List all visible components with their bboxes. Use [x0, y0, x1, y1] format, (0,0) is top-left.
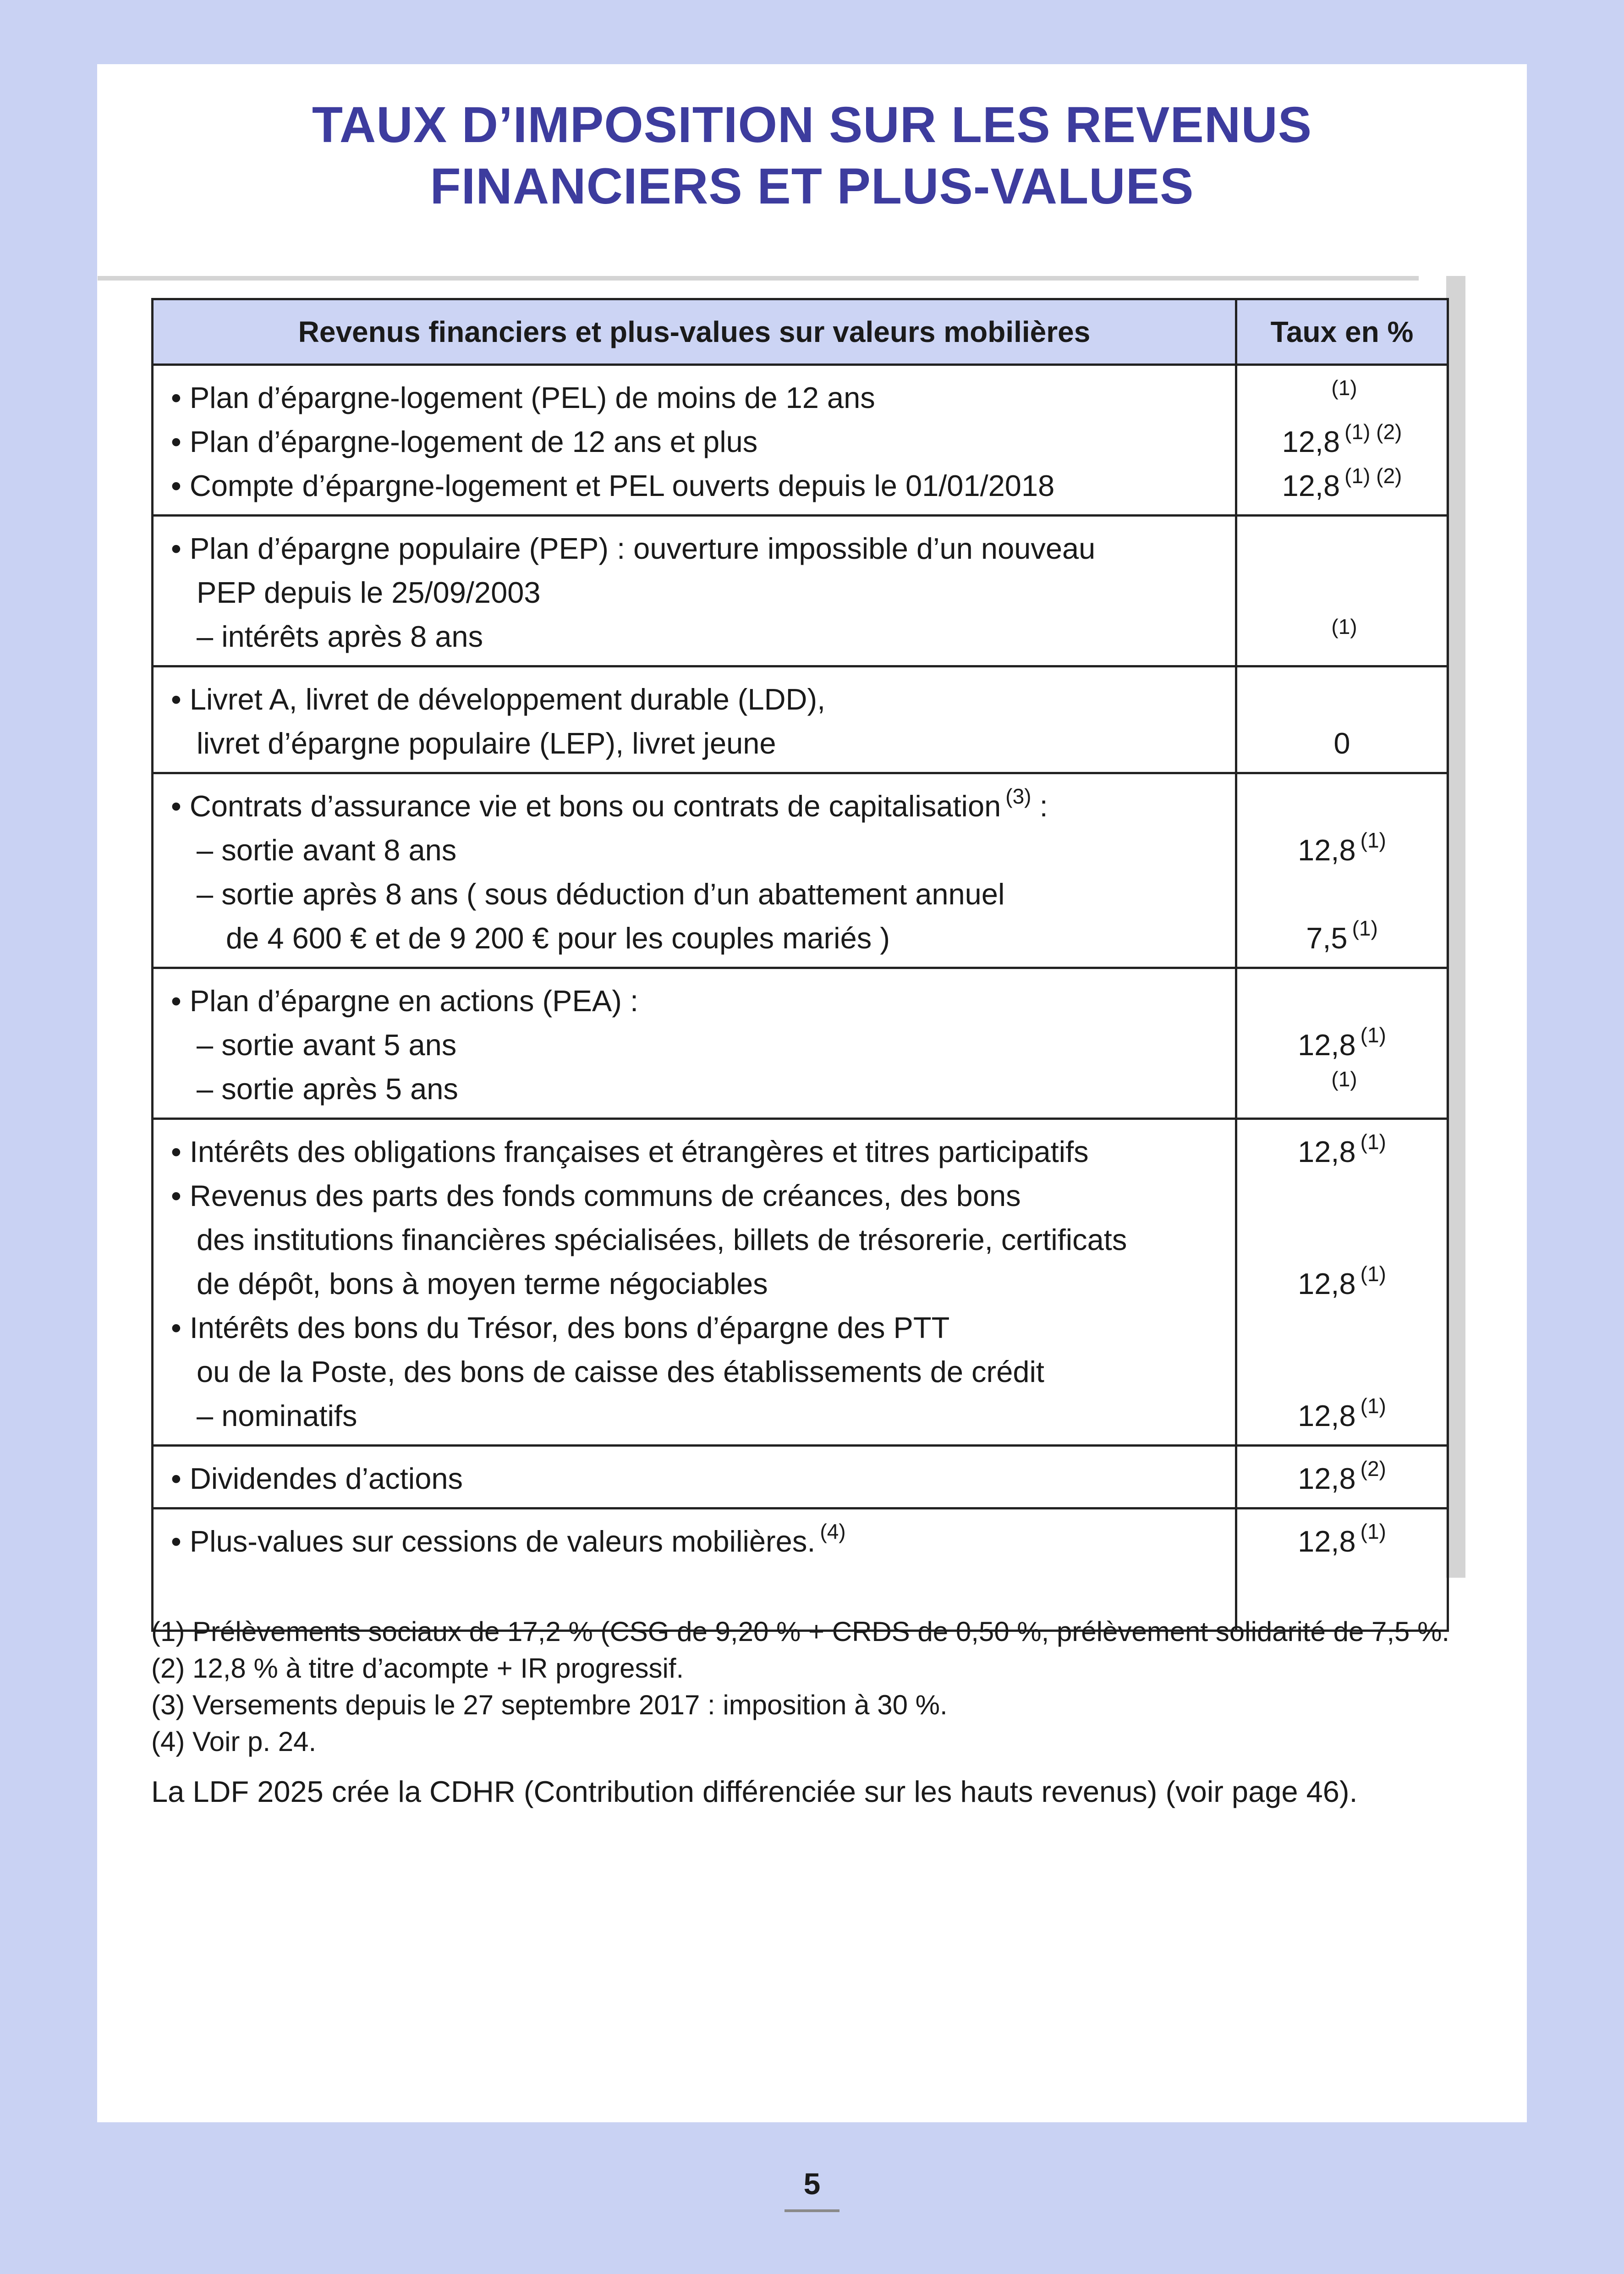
row-text: • Dividendes d’actions	[171, 1462, 463, 1495]
footnote-ref: (1) (2)	[1344, 420, 1402, 444]
footnote-ref: (1) (2)	[1344, 464, 1402, 488]
row-rate	[1236, 666, 1448, 773]
row-text: ou de la Poste, des bons de caisse des établissements de crédit	[197, 1355, 1044, 1388]
row-text: – intérêts après 8 ans	[197, 620, 483, 653]
row-text: • Plus-values sur cessions de valeurs mobilières.	[171, 1525, 816, 1558]
row-rate	[1236, 1446, 1448, 1509]
row-text: des institutions financières spécialisées, billets de trésorerie, certificats	[197, 1223, 1127, 1256]
row-text: de dépôt, bons à moyen terme négociables	[197, 1267, 768, 1300]
footnote-ref: (1)	[1331, 615, 1357, 639]
ldf-note: La LDF 2025 crée la CDHR (Contribution différenciée sur les hauts revenus) (voir page 46).	[151, 1775, 1358, 1808]
page-number-underline	[785, 2209, 839, 2212]
row-text: • Plan d’épargne en actions (PEA) :	[171, 984, 639, 1018]
row-rate	[1236, 968, 1448, 1119]
table-row	[153, 773, 1448, 968]
footnote-ref: (4)	[820, 1520, 846, 1543]
rate-value: 12,8	[1298, 1462, 1356, 1495]
table-row	[153, 968, 1448, 1119]
row-description	[153, 365, 1236, 516]
footnote-1: (1) Prélèvements sociaux de 17,2 % (CSG de 9,20 % + CRDS de 0,50 %, prélèvement solidarité de 7,5 %.	[151, 1616, 1450, 1647]
page-number: 5	[803, 2167, 821, 2201]
row-text: – nominatifs	[197, 1399, 357, 1432]
rate-value: 0	[1333, 727, 1350, 760]
page-sheet	[97, 64, 1527, 2122]
footnote-ref: (1)	[1360, 1520, 1386, 1543]
row-text: – sortie avant 5 ans	[197, 1028, 457, 1062]
rate-value: 12,8	[1298, 1525, 1356, 1558]
rate-value: 12,8	[1298, 1267, 1356, 1300]
row-text: • Intérêts des obligations françaises et étrangères et titres participatifs	[171, 1135, 1089, 1168]
title-line-2: FINANCIERS ET PLUS-VALUES	[430, 158, 1194, 215]
footnote-ref: (1)	[1360, 1023, 1386, 1047]
tax-rates-table	[151, 298, 1449, 1632]
title-line-1: TAUX D’IMPOSITION SUR LES REVENUS	[312, 97, 1312, 153]
table-row	[153, 1446, 1448, 1509]
row-text: • Compte d’épargne-logement et PEL ouverts depuis le 01/01/2018	[171, 469, 1055, 502]
row-text: • Livret A, livret de développement durable (LDD),	[171, 683, 826, 716]
row-description	[153, 1509, 1236, 1631]
row-description	[153, 666, 1236, 773]
row-text: :	[1031, 789, 1048, 823]
rate-value: 12,8	[1282, 425, 1340, 458]
table-row	[153, 365, 1448, 516]
row-text: PEP depuis le 25/09/2003	[197, 576, 541, 609]
footnotes	[151, 1613, 1526, 1812]
footnote-ref: (1)	[1360, 1262, 1386, 1286]
table-row	[153, 1509, 1448, 1631]
table-row	[153, 666, 1448, 773]
row-description	[153, 516, 1236, 666]
row-text: • Plan d’épargne-logement de 12 ans et plus	[171, 425, 758, 458]
row-description	[153, 1446, 1236, 1509]
header-rate: Taux en %	[1236, 299, 1448, 365]
row-description	[153, 773, 1236, 968]
footnote-ref: (2)	[1360, 1457, 1386, 1481]
row-text: • Contrats d’assurance vie et bons ou contrats de capitalisation	[171, 789, 1001, 823]
row-rate	[1236, 516, 1448, 666]
footnote-ref: (1)	[1360, 1394, 1386, 1418]
footnote-ref: (1)	[1331, 376, 1357, 400]
footnote-4: (4) Voir p. 24.	[151, 1726, 317, 1757]
row-text: de 4 600 € et de 9 200 € pour les couples mariés )	[226, 921, 890, 955]
row-text: • Plan d’épargne populaire (PEP) : ouverture impossible d’un nouveau	[171, 532, 1096, 565]
table-row	[153, 1119, 1448, 1446]
table-header-row	[153, 299, 1448, 365]
table-row	[153, 516, 1448, 666]
row-description	[153, 968, 1236, 1119]
table-shadow-top	[98, 276, 1419, 281]
page-title	[97, 94, 1527, 217]
row-text: – sortie après 5 ans	[197, 1072, 458, 1106]
footnote-ref: (1)	[1360, 828, 1386, 852]
row-text: livret d’épargne populaire (LEP), livret jeune	[197, 727, 776, 760]
footnote-ref: (1)	[1360, 1130, 1386, 1154]
rate-value: 7,5	[1306, 921, 1348, 955]
footnote-3: (3) Versements depuis le 27 septembre 2017 : imposition à 30 %.	[151, 1690, 948, 1720]
row-text: • Intérêts des bons du Trésor, des bons d’épargne des PTT	[171, 1311, 950, 1344]
rate-value: 12,8	[1298, 1135, 1356, 1168]
row-rate	[1236, 365, 1448, 516]
row-text: • Plan d’épargne-logement (PEL) de moins de 12 ans	[171, 381, 875, 414]
rate-value: 12,8	[1298, 1399, 1356, 1432]
footnote-2: (2) 12,8 % à titre d’acompte + IR progressif.	[151, 1653, 684, 1684]
footnote-ref: (1)	[1331, 1067, 1357, 1091]
row-text: – sortie après 8 ans ( sous déduction d’un abattement annuel	[197, 877, 1005, 911]
footnote-ref: (1)	[1352, 916, 1378, 940]
rate-value: 12,8	[1298, 1028, 1356, 1062]
row-rate	[1236, 1509, 1448, 1631]
row-text: • Revenus des parts des fonds communs de créances, des bons	[171, 1179, 1021, 1212]
footnote-ref: (3)	[1005, 784, 1031, 808]
header-description: Revenus financiers et plus-values sur valeurs mobilières	[153, 299, 1236, 365]
table-shadow-right	[1446, 276, 1465, 1578]
row-rate	[1236, 773, 1448, 968]
row-text: – sortie avant 8 ans	[197, 833, 457, 867]
row-description	[153, 1119, 1236, 1446]
rate-value: 12,8	[1282, 469, 1340, 502]
rate-value: 12,8	[1298, 833, 1356, 867]
row-rate	[1236, 1119, 1448, 1446]
